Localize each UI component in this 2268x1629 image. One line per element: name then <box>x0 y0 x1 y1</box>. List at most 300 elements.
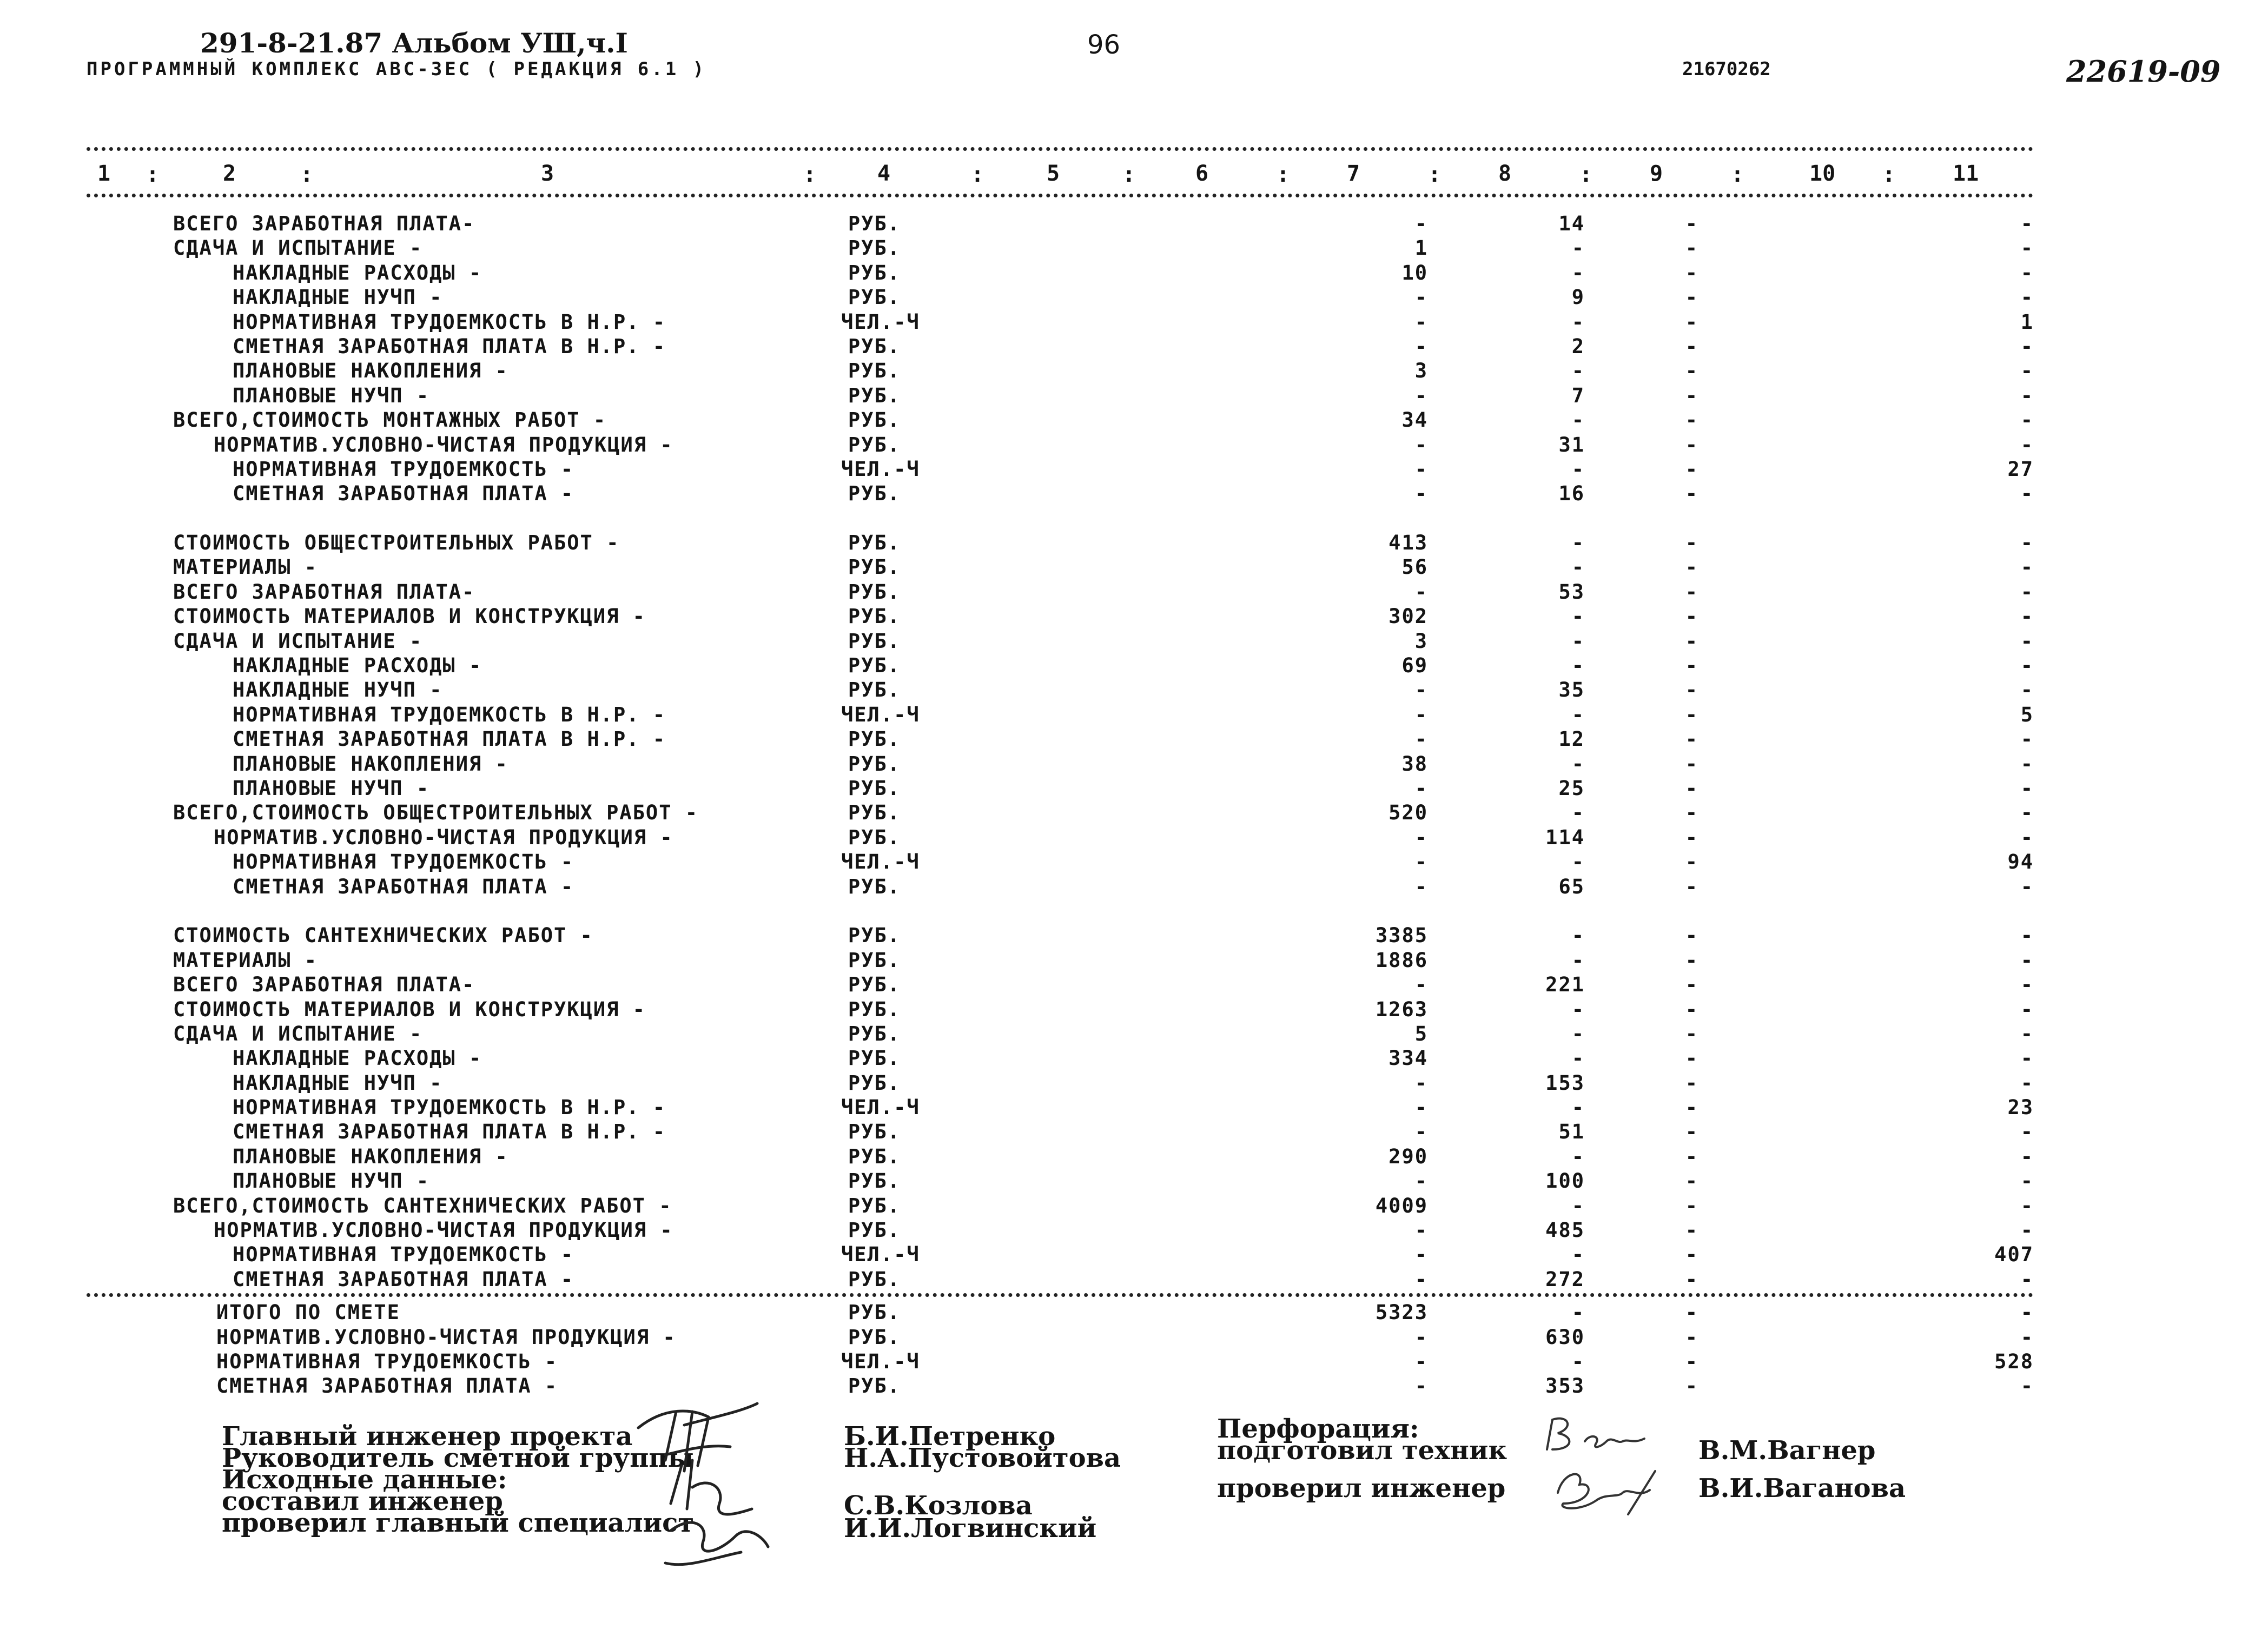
row-unit: РУБ. <box>848 261 901 284</box>
row-value-col9: - <box>1685 997 1698 1021</box>
table-row <box>0 212 2268 236</box>
row-value-col11: - <box>2020 1169 2034 1193</box>
row-value-col8: 353 <box>1545 1374 1585 1398</box>
table-row <box>0 777 2268 801</box>
row-value-col9: - <box>1685 359 1698 383</box>
row-unit: РУБ. <box>848 1047 901 1070</box>
table-row <box>0 384 2268 408</box>
row-unit: РУБ. <box>848 1071 901 1095</box>
row-label: НАКЛАДНЫЕ НУЧП - <box>233 1071 443 1095</box>
column-header-6: 6 <box>1195 161 1209 186</box>
row-label: ПЛАНОВЫЕ НАКОПЛЕНИЯ - <box>233 359 508 383</box>
row-value-col8: - <box>1571 1194 1585 1217</box>
signatory-name: С.В.Козлова <box>844 1491 1033 1521</box>
table-row <box>0 949 2268 973</box>
row-value-col11: - <box>2020 261 2034 284</box>
album-reference: 291-8-21.87 Альбом УШ,ч.I <box>200 27 628 59</box>
row-label: ПЛАНОВЫЕ НУЧП - <box>233 383 430 407</box>
row-value-col11: - <box>2020 1325 2034 1349</box>
row-value-col7: 69 <box>1401 654 1428 678</box>
table-row <box>0 1219 2268 1243</box>
column-header-2: 2 <box>223 161 236 186</box>
row-value-col8: 630 <box>1545 1325 1585 1349</box>
row-value-col9: - <box>1685 948 1698 972</box>
row-value-col8: 485 <box>1545 1219 1585 1242</box>
column-header-5: 5 <box>1047 161 1060 186</box>
row-label: СМЕТНАЯ ЗАРАБОТНАЯ ПЛАТА В Н.Р. - <box>233 334 666 358</box>
table-row <box>0 335 2268 359</box>
row-unit: РУБ. <box>848 1169 901 1193</box>
row-unit: РУБ. <box>848 1267 901 1291</box>
row-value-col11: - <box>2020 776 2034 800</box>
row-label: НОРМАТИВНАЯ ТРУДОЕМКОСТЬ - <box>233 457 574 481</box>
row-value-col11: - <box>2020 555 2034 579</box>
header-bottom-rule <box>87 194 2034 197</box>
row-value-col9: - <box>1685 408 1698 432</box>
row-value-col9: - <box>1685 212 1698 235</box>
row-value-col7: 3 <box>1414 629 1428 653</box>
row-unit: РУБ. <box>848 408 901 432</box>
row-value-col11: - <box>2020 654 2034 678</box>
row-value-col7: - <box>1414 1169 1428 1193</box>
table-row <box>0 630 2268 654</box>
row-label: ИТОГО ПО СМЕТЕ <box>216 1301 400 1325</box>
row-label: НАКЛАДНЫЕ НУЧП - <box>233 286 443 309</box>
column-separator: : <box>803 162 817 187</box>
row-value-col9: - <box>1685 678 1698 702</box>
row-value-col9: - <box>1685 752 1698 776</box>
row-value-col11: - <box>2020 997 2034 1021</box>
column-header-9: 9 <box>1650 161 1663 186</box>
row-value-col8: - <box>1571 752 1585 776</box>
row-value-col8: - <box>1571 1022 1585 1045</box>
row-value-col8: - <box>1571 924 1585 948</box>
row-value-col11: - <box>2020 531 2034 555</box>
table-row <box>0 605 2268 629</box>
column-header-1: 1 <box>97 161 111 186</box>
column-header-10: 10 <box>1809 161 1836 186</box>
row-unit: ЧЕЛ.-Ч <box>841 310 920 334</box>
row-value-col8: - <box>1571 801 1585 825</box>
row-value-col9: - <box>1685 703 1698 726</box>
row-value-col7: 34 <box>1401 408 1428 432</box>
table-row <box>0 924 2268 948</box>
column-header-3: 3 <box>541 161 554 186</box>
totals-divider <box>0 1292 2268 1301</box>
row-value-col9: - <box>1685 1169 1698 1193</box>
row-value-col7: - <box>1414 1374 1428 1398</box>
row-label: СТОИМОСТЬ САНТЕХНИЧЕСКИХ РАБОТ - <box>173 924 593 948</box>
row-value-col7: - <box>1414 1219 1428 1242</box>
row-value-col11: 1 <box>2020 310 2034 334</box>
table-row <box>0 875 2268 899</box>
row-value-col8: - <box>1571 1349 1585 1373</box>
row-value-col7: - <box>1414 212 1428 235</box>
row-value-col9: - <box>1685 531 1698 555</box>
row-value-col8: 153 <box>1545 1071 1585 1095</box>
row-unit: РУБ. <box>848 1374 901 1398</box>
row-value-col7: 5323 <box>1375 1301 1428 1325</box>
row-value-col7: - <box>1414 1267 1428 1291</box>
row-value-col11: - <box>2020 482 2034 506</box>
row-label: НОРМАТИВНАЯ ТРУДОЕМКОСТЬ В Н.Р. - <box>233 310 666 334</box>
row-unit: РУБ. <box>848 1301 901 1325</box>
row-label: ВСЕГО,СТОИМОСТЬ ОБЩЕСТРОИТЕЛЬНЫХ РАБОТ - <box>173 801 699 825</box>
column-separator: : <box>971 162 984 187</box>
row-unit: РУБ. <box>848 654 901 678</box>
row-unit: РУБ. <box>848 973 901 997</box>
signature-line: подготовил техник <box>1217 1435 1507 1466</box>
row-value-col9: - <box>1685 457 1698 481</box>
row-unit: РУБ. <box>848 997 901 1021</box>
row-value-col11: - <box>2020 875 2034 898</box>
row-value-col7: - <box>1414 973 1428 997</box>
row-value-col9: - <box>1685 727 1698 751</box>
row-value-col8: 35 <box>1558 678 1585 702</box>
column-separator: : <box>1277 162 1290 187</box>
signatory-name: И.И.Логвинский <box>844 1513 1097 1544</box>
row-unit: РУБ. <box>848 629 901 653</box>
signature-line: Руководитель сметной группы <box>222 1443 694 1473</box>
row-value-col7: 3385 <box>1375 924 1428 948</box>
signatory-name: В.И.Ваганова <box>1698 1473 1906 1504</box>
row-unit: ЧЕЛ.-Ч <box>841 457 920 481</box>
row-label: СТОИМОСТЬ МАТЕРИАЛОВ И КОНСТРУКЦИЯ - <box>173 997 646 1021</box>
row-value-col11: - <box>2020 678 2034 702</box>
totals-row <box>0 1326 2268 1350</box>
row-value-col11: - <box>2020 727 2034 751</box>
row-value-col7: 10 <box>1401 261 1428 284</box>
row-value-col9: - <box>1685 1047 1698 1070</box>
row-label: ВСЕГО ЗАРАБОТНАЯ ПЛАТА- <box>173 580 475 604</box>
row-value-col9: - <box>1685 1243 1698 1267</box>
row-unit: РУБ. <box>848 1144 901 1168</box>
row-value-col9: - <box>1685 776 1698 800</box>
column-header-11: 11 <box>1953 161 1979 186</box>
row-value-col7: - <box>1414 1349 1428 1373</box>
row-label: СМЕТНАЯ ЗАРАБОТНАЯ ПЛАТА В Н.Р. - <box>233 727 666 751</box>
row-unit: РУБ. <box>848 531 901 555</box>
table-row <box>0 1243 2268 1267</box>
row-value-col11: - <box>2020 801 2034 825</box>
row-value-col7: - <box>1414 875 1428 898</box>
totals-row <box>0 1350 2268 1374</box>
table-row <box>0 310 2268 335</box>
row-value-col9: - <box>1685 1301 1698 1325</box>
row-value-col9: - <box>1685 555 1698 579</box>
section-gap <box>0 507 2268 531</box>
row-unit: РУБ. <box>848 1325 901 1349</box>
row-value-col11: - <box>2020 1047 2034 1070</box>
signature-line: Исходные данные: <box>222 1465 507 1495</box>
row-label: НОРМАТИВ.УСЛОВНО-ЧИСТАЯ ПРОДУКЦИЯ - <box>214 825 673 849</box>
row-value-col11: - <box>2020 1219 2034 1242</box>
totals-row <box>0 1301 2268 1325</box>
row-unit: РУБ. <box>848 752 901 776</box>
row-value-col9: - <box>1685 1194 1698 1217</box>
table-row <box>0 433 2268 458</box>
row-value-col8: - <box>1571 1047 1585 1070</box>
row-value-col9: - <box>1685 924 1698 948</box>
row-value-col7: - <box>1414 334 1428 358</box>
table-row <box>0 236 2268 261</box>
row-unit: РУБ. <box>848 334 901 358</box>
row-unit: ЧЕЛ.-Ч <box>841 703 920 726</box>
row-label: СМЕТНАЯ ЗАРАБОТНАЯ ПЛАТА В Н.Р. - <box>233 1120 666 1144</box>
row-value-col11: - <box>2020 1301 2034 1325</box>
row-value-col7: - <box>1414 1120 1428 1144</box>
row-unit: РУБ. <box>848 212 901 235</box>
row-value-col11: 5 <box>2020 703 2034 726</box>
row-value-col7: - <box>1414 727 1428 751</box>
row-value-col9: - <box>1685 1219 1698 1242</box>
row-value-col7: 5 <box>1414 1022 1428 1045</box>
row-label: МАТЕРИАЛЫ - <box>173 555 318 579</box>
table-row <box>0 678 2268 703</box>
table-row <box>0 1120 2268 1144</box>
row-label: ВСЕГО ЗАРАБОТНАЯ ПЛАТА- <box>173 973 475 997</box>
table-row <box>0 727 2268 752</box>
row-value-col9: - <box>1685 261 1698 284</box>
column-header-7: 7 <box>1347 161 1360 186</box>
row-label: НОРМАТИВ.УСЛОВНО-ЧИСТАЯ ПРОДУКЦИЯ - <box>216 1325 676 1349</box>
handwritten-number: 22619-09 <box>2066 54 2221 89</box>
row-value-col8: 9 <box>1571 286 1585 309</box>
row-label: СДАЧА И ИСПЫТАНИЕ - <box>173 1022 423 1045</box>
row-value-col8: - <box>1571 408 1585 432</box>
row-value-col8: - <box>1571 629 1585 653</box>
row-value-col7: - <box>1414 703 1428 726</box>
row-value-col7: - <box>1414 457 1428 481</box>
row-value-col8: - <box>1571 703 1585 726</box>
table-row <box>0 703 2268 727</box>
row-label: НАКЛАДНЫЕ РАСХОДЫ - <box>233 261 482 284</box>
row-value-col9: - <box>1685 1349 1698 1373</box>
row-value-col8: - <box>1571 359 1585 383</box>
row-value-col8: - <box>1571 1144 1585 1168</box>
row-value-col8: - <box>1571 310 1585 334</box>
row-unit: РУБ. <box>848 359 901 383</box>
row-value-col8: 7 <box>1571 383 1585 407</box>
table-row <box>0 1145 2268 1169</box>
row-value-col9: - <box>1685 1096 1698 1120</box>
header-top-rule <box>87 147 2034 151</box>
row-label: НАКЛАДНЫЕ РАСХОДЫ - <box>233 654 482 678</box>
row-label: НОРМАТИВНАЯ ТРУДОЕМКОСТЬ В Н.Р. - <box>233 703 666 726</box>
column-header-4: 4 <box>877 161 891 186</box>
row-value-col9: - <box>1685 286 1698 309</box>
column-separator: : <box>1579 162 1593 187</box>
row-value-col8: - <box>1571 850 1585 874</box>
row-unit: ЧЕЛ.-Ч <box>841 850 920 874</box>
row-label: ВСЕГО,СТОИМОСТЬ МОНТАЖНЫХ РАБОТ - <box>173 408 607 432</box>
row-value-col8: - <box>1571 948 1585 972</box>
column-separator: : <box>1731 162 1744 187</box>
table-row <box>0 1268 2268 1292</box>
row-value-col9: - <box>1685 236 1698 260</box>
row-value-col11: - <box>2020 1267 2034 1291</box>
row-value-col11: - <box>2020 408 2034 432</box>
row-value-col8: 114 <box>1545 825 1585 849</box>
row-label: ПЛАНОВЫЕ НАКОПЛЕНИЯ - <box>233 1144 508 1168</box>
row-value-col8: - <box>1571 236 1585 260</box>
row-value-col8: - <box>1571 1301 1585 1325</box>
row-unit: РУБ. <box>848 678 901 702</box>
row-unit: РУБ. <box>848 605 901 628</box>
table-row <box>0 531 2268 555</box>
row-unit: РУБ. <box>848 875 901 898</box>
table-row <box>0 998 2268 1022</box>
row-label: СМЕТНАЯ ЗАРАБОТНАЯ ПЛАТА - <box>233 875 574 898</box>
signature-line: Перфорация: <box>1217 1414 1419 1444</box>
row-value-col9: - <box>1685 801 1698 825</box>
row-unit: ЧЕЛ.-Ч <box>841 1349 920 1373</box>
row-unit: ЧЕЛ.-Ч <box>841 1243 920 1267</box>
row-value-col8: 51 <box>1558 1120 1585 1144</box>
row-value-col8: 272 <box>1545 1267 1585 1291</box>
row-value-col8: 100 <box>1545 1169 1585 1193</box>
row-value-col9: - <box>1685 629 1698 653</box>
row-label: СМЕТНАЯ ЗАРАБОТНАЯ ПЛАТА - <box>233 482 574 506</box>
row-unit: РУБ. <box>848 776 901 800</box>
table-row <box>0 1071 2268 1096</box>
table-row <box>0 973 2268 997</box>
row-value-col7: - <box>1414 383 1428 407</box>
row-value-col11: - <box>2020 1022 2034 1045</box>
row-value-col7: - <box>1414 1243 1428 1267</box>
row-label: НОРМАТИВНАЯ ТРУДОЕМКОСТЬ В Н.Р. - <box>233 1096 666 1120</box>
row-label: СТОИМОСТЬ МАТЕРИАЛОВ И КОНСТРУКЦИЯ - <box>173 605 646 628</box>
row-unit: РУБ. <box>848 1219 901 1242</box>
row-label: СДАЧА И ИСПЫТАНИЕ - <box>173 629 423 653</box>
row-value-col8: 65 <box>1558 875 1585 898</box>
section-gap <box>0 899 2268 924</box>
row-value-col7: 4009 <box>1375 1194 1428 1217</box>
table-row <box>0 1047 2268 1071</box>
estimate-table <box>0 212 2268 1399</box>
row-unit: РУБ. <box>848 1194 901 1217</box>
row-value-col9: - <box>1685 973 1698 997</box>
row-value-col11: - <box>2020 973 2034 997</box>
row-value-col7: 1 <box>1414 236 1428 260</box>
row-value-col11: 23 <box>2007 1096 2034 1120</box>
row-value-col11: 407 <box>1994 1243 2034 1267</box>
row-label: СТОИМОСТЬ ОБЩЕСТРОИТЕЛЬНЫХ РАБОТ - <box>173 531 620 555</box>
row-label: НОРМАТИВ.УСЛОВНО-ЧИСТАЯ ПРОДУКЦИЯ - <box>214 1219 673 1242</box>
row-value-col9: - <box>1685 1071 1698 1095</box>
totals-rule <box>87 1293 2034 1297</box>
table-row <box>0 261 2268 286</box>
row-value-col7: - <box>1414 286 1428 309</box>
table-row <box>0 1194 2268 1219</box>
row-unit: РУБ. <box>848 825 901 849</box>
totals-row <box>0 1374 2268 1399</box>
row-value-col8: - <box>1571 261 1585 284</box>
row-label: ПЛАНОВЫЕ НУЧП - <box>233 776 430 800</box>
row-value-col7: - <box>1414 1096 1428 1120</box>
row-label: НОРМАТИВНАЯ ТРУДОЕМКОСТЬ - <box>233 850 574 874</box>
row-unit: РУБ. <box>848 433 901 456</box>
row-value-col9: - <box>1685 482 1698 506</box>
table-row <box>0 826 2268 850</box>
row-value-col8: - <box>1571 605 1585 628</box>
row-value-col11: - <box>2020 1194 2034 1217</box>
row-label: НОРМАТИВ.УСЛОВНО-ЧИСТАЯ ПРОДУКЦИЯ - <box>214 433 673 456</box>
row-value-col7: - <box>1414 678 1428 702</box>
row-unit: РУБ. <box>848 801 901 825</box>
row-value-col7: - <box>1414 825 1428 849</box>
row-value-col11: - <box>2020 383 2034 407</box>
row-unit: РУБ. <box>848 555 901 579</box>
row-value-col7: - <box>1414 580 1428 604</box>
row-value-col7: - <box>1414 776 1428 800</box>
table-row <box>0 801 2268 825</box>
signatory-name: В.М.Вагнер <box>1698 1435 1876 1466</box>
row-value-col11: - <box>2020 580 2034 604</box>
row-value-col11: - <box>2020 212 2034 235</box>
row-value-col11: - <box>2020 1144 2034 1168</box>
row-value-col11: 94 <box>2007 850 2034 874</box>
column-header-8: 8 <box>1498 161 1512 186</box>
row-label: МАТЕРИАЛЫ - <box>173 948 318 972</box>
row-value-col11: - <box>2020 605 2034 628</box>
row-value-col7: 56 <box>1401 555 1428 579</box>
handwritten-signature-icon <box>1547 1460 1671 1520</box>
program-title: ПРОГРАММНЫЙ КОМПЛЕКС АВС-ЗЕС ( РЕДАКЦИЯ 6.1 ) <box>87 58 707 80</box>
row-label: НАКЛАДНЫЕ РАСХОДЫ - <box>233 1047 482 1070</box>
row-value-col8: - <box>1571 555 1585 579</box>
row-value-col7: - <box>1414 433 1428 456</box>
handwritten-signature-icon <box>660 1455 790 1574</box>
row-value-col9: - <box>1685 383 1698 407</box>
row-label: НОРМАТИВНАЯ ТРУДОЕМКОСТЬ - <box>233 1243 574 1267</box>
row-value-col11: - <box>2020 752 2034 776</box>
table-row <box>0 555 2268 580</box>
table-row <box>0 1096 2268 1120</box>
row-unit: РУБ. <box>848 580 901 604</box>
row-value-col8: 53 <box>1558 580 1585 604</box>
table-row <box>0 654 2268 678</box>
table-row <box>0 752 2268 777</box>
row-value-col11: 27 <box>2007 457 2034 481</box>
handwritten-signature-icon <box>1536 1412 1655 1460</box>
signature-line: проверил инженер <box>1217 1473 1506 1504</box>
row-value-col7: 38 <box>1401 752 1428 776</box>
column-separator: : <box>146 162 160 187</box>
row-value-col9: - <box>1685 1144 1698 1168</box>
row-label: НОРМАТИВНАЯ ТРУДОЕМКОСТЬ - <box>216 1349 558 1373</box>
row-value-col9: - <box>1685 1267 1698 1291</box>
row-value-col11: - <box>2020 825 2034 849</box>
signature-line: Главный инженер проекта <box>222 1421 633 1452</box>
column-separator: : <box>300 162 314 187</box>
row-value-col8: 12 <box>1558 727 1585 751</box>
row-value-col8: 2 <box>1571 334 1585 358</box>
table-row <box>0 408 2268 433</box>
row-label: СМЕТНАЯ ЗАРАБОТНАЯ ПЛАТА - <box>233 1267 574 1291</box>
row-value-col8: 25 <box>1558 776 1585 800</box>
row-value-col9: - <box>1685 1120 1698 1144</box>
row-value-col7: 1263 <box>1375 997 1428 1021</box>
row-value-col11: - <box>2020 359 2034 383</box>
row-value-col9: - <box>1685 310 1698 334</box>
table-row <box>0 359 2268 383</box>
row-value-col8: 14 <box>1558 212 1585 235</box>
row-value-col7: 290 <box>1388 1144 1428 1168</box>
row-value-col11: - <box>2020 1071 2034 1095</box>
row-unit: РУБ. <box>848 924 901 948</box>
row-value-col8: - <box>1571 531 1585 555</box>
